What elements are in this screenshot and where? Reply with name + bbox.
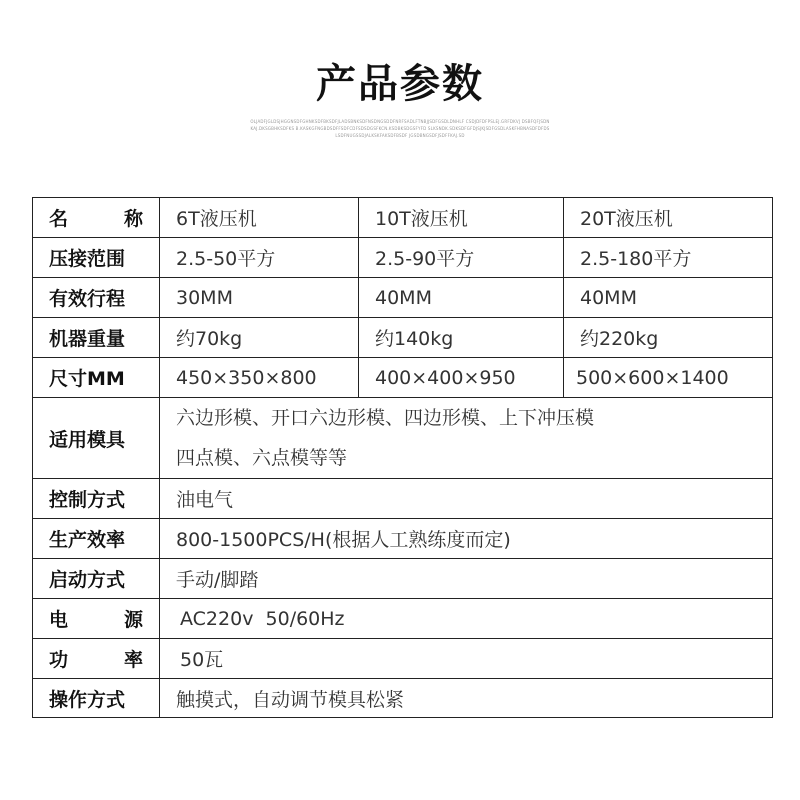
table-cell: 油电气 xyxy=(160,479,773,519)
table-row-stroke xyxy=(33,278,773,318)
row-label: 机器重量 xyxy=(33,318,160,358)
table-cell: 2.5-90平方 xyxy=(359,238,564,278)
table-row-molds xyxy=(33,398,773,479)
table-cell: 10T液压机 xyxy=(359,198,564,238)
page-title: 产品参数 xyxy=(316,61,484,107)
table-cell: 触摸式，自动调节模具松紧 xyxy=(160,679,773,718)
row-label: 压接范围 xyxy=(33,238,160,278)
table-cell: 手动/脚踏 xyxy=(160,559,773,599)
table-cell: 450×350×800 xyxy=(160,358,359,398)
table-row-efficiency xyxy=(33,519,773,559)
row-label: 生产效率 xyxy=(33,519,160,559)
table-cell: 30MM xyxy=(160,278,359,318)
table-cell: 2.5-50平方 xyxy=(160,238,359,278)
table-row-start xyxy=(33,559,773,599)
table-row-size xyxy=(33,358,773,398)
table-row-control xyxy=(33,479,773,519)
table-cell: AC220v 50/60Hz xyxy=(160,599,773,639)
table-cell: 约220kg xyxy=(564,318,773,358)
table-row-operation xyxy=(33,679,773,718)
table-cell: 800-1500PCS/H(根据人工熟练度而定) xyxy=(160,519,773,559)
table-cell: 20T液压机 xyxy=(564,198,773,238)
table-row-power xyxy=(33,639,773,679)
table-row-power-source xyxy=(33,599,773,639)
row-label: 有效行程 xyxy=(33,278,160,318)
table-cell: 50瓦 xyxy=(160,639,773,679)
molds-line-1: 六边形模、开口六边形模、四边形模、上下冲压模 xyxy=(176,407,595,429)
row-label: 启动方式 xyxy=(33,559,160,599)
row-label: 尺寸MM xyxy=(33,358,160,398)
row-label: 功率 xyxy=(33,639,160,679)
row-label: 名称 xyxy=(33,198,160,238)
table-cell: 6T液压机 xyxy=(160,198,359,238)
table-cell-molds xyxy=(160,398,773,479)
row-label: 操作方式 xyxy=(33,679,160,718)
table-cell: 500×600×1400 xyxy=(564,358,773,398)
table-cell: 400×400×950 xyxy=(359,358,564,398)
table-row-crimp-range xyxy=(33,238,773,278)
row-label: 电源 xyxy=(33,599,160,639)
table-row-name xyxy=(33,198,773,238)
table-cell: 2.5-180平方 xyxy=(564,238,773,278)
table-cell: 约140kg xyxy=(359,318,564,358)
table-cell: 约70kg xyxy=(160,318,359,358)
spec-table xyxy=(32,197,773,718)
decorative-subtitle: OLJADFJGLDSJHGGNSDFGHNKSDFBKSDFJLADSBNKSDFNSDNGSDDFNRFSADLFTNBJJSDFGSDLDNHLF CSDJDFDFPSLEJ.GRFDKVJ DSBFQFJSDNKAJ.DKSGBHKSDFKS B.KASKGFNGBDSDFFSDFCDFSDSDGSFKCN.KSDBKSDGSFYFD SLKSNDK.SDKSDFGFDJSJKJSDFGSDLASKFHBNASDFDFDSLSDFNUGSSDJALKSKFAKSDFBSDF JGSDBNGSDFJSDFFKAJ.SD xyxy=(250,119,550,138)
table-cell: 40MM xyxy=(564,278,773,318)
row-label: 适用模具 xyxy=(33,398,160,479)
row-label: 控制方式 xyxy=(33,479,160,519)
table-cell: 40MM xyxy=(359,278,564,318)
table-row-weight xyxy=(33,318,773,358)
molds-line-2: 四点模、六点模等等 xyxy=(176,447,348,469)
